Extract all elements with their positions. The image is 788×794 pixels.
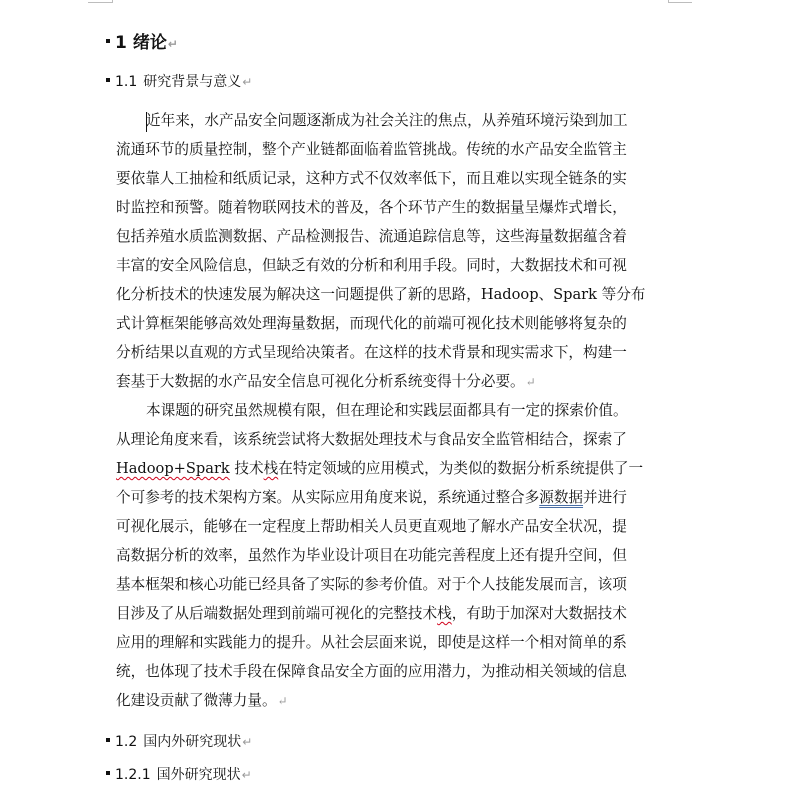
paragraph-mark-icon: ↵ — [277, 694, 288, 708]
paragraph-line — [116, 487, 676, 509]
text-run: ，有助于加深对大数据技术 — [451, 605, 627, 622]
heading-bullet-icon — [106, 78, 110, 82]
paragraph-mark-icon: ↵ — [167, 37, 178, 51]
heading-bullet-icon — [106, 738, 110, 742]
paragraph-line-text: 套基于大数据的水产品安全信息可视化分析系统变得十分必要。 — [116, 373, 525, 390]
heading-1-2[interactable] — [106, 731, 252, 751]
heading-1-2-1[interactable] — [106, 764, 252, 784]
crop-mark-top-left-vertical — [112, 0, 113, 3]
heading-1[interactable] — [106, 28, 178, 53]
paragraph-line: 基本框架和核心功能已经具备了实际的参考价值。对于个人技能发展而言，该项 — [116, 576, 627, 593]
text-run: 个可参考的技术架构方案。从实际应用角度来说，系统通过整合多 — [116, 489, 540, 506]
paragraph-line: 式计算框架能够高效处理海量数据，而现代化的前端可视化技术则能够将复杂的 — [116, 315, 627, 332]
paragraph-mark-icon: ↵ — [242, 75, 253, 89]
paragraph-line: 分析结果以直观的方式呈现给决策者。在这样的技术背景和现实需求下，构建一 — [116, 344, 627, 361]
heading-number: 1 — [115, 33, 127, 53]
crop-mark-top-right-horizontal — [668, 2, 692, 3]
text-run: 在特定领域的应用模式，为类似的数据分析系统提供了一 — [278, 460, 644, 477]
paragraph-line: 丰富的安全风险信息，但缺乏有效的分析和利用手段。同时，大数据技术和可视 — [116, 257, 627, 274]
paragraph-line — [116, 458, 676, 480]
paragraph-line-last — [116, 690, 676, 712]
paragraph-line-last — [116, 371, 676, 393]
paragraph-line — [116, 603, 676, 625]
paragraph-line: 高数据分析的效率，虽然作为毕业设计项目在功能完善程度上还有提升空间，但 — [116, 547, 627, 564]
paragraph-line: 应用的理解和实践能力的提升。从社会层面来说，即使是这样一个相对简单的系 — [116, 634, 627, 651]
spellcheck-flagged-text[interactable]: 栈 — [437, 605, 452, 622]
heading-title: 研究背景与意义 — [143, 74, 242, 90]
paragraph-line: 包括养殖水质监测数据、产品检测报告、流通追踪信息等，这些海量数据蕴含着 — [116, 228, 627, 245]
heading-bullet-icon — [106, 771, 110, 775]
crop-mark-top-right-vertical — [668, 0, 669, 3]
text-run: 目涉及了从后端数据处理到前端可视化的完整技术 — [116, 605, 438, 622]
paragraph-line: 近年来，水产品安全问题逐渐成为社会关注的焦点，从养殖环境污染到加工 — [146, 112, 628, 129]
heading-number: 1.2.1 — [115, 767, 151, 783]
paragraph-mark-icon: ↵ — [525, 375, 536, 389]
heading-1-1[interactable] — [106, 71, 252, 91]
heading-number: 1.1 — [115, 74, 138, 90]
heading-title: 绪论 — [132, 33, 167, 53]
crop-mark-top-left-horizontal — [88, 2, 112, 3]
grammar-flagged-text[interactable]: 源数据 — [539, 489, 584, 506]
paragraph-line: 可视化展示，能够在一定程度上帮助相关人员更直观地了解水产品安全状况，提 — [116, 518, 627, 535]
spellcheck-flagged-text[interactable]: Hadoop+Spark — [116, 460, 230, 477]
paragraph-line: 化分析技术的快速发展为解决这一问题提供了新的思路，Hadoop、Spark 等分布 — [116, 286, 646, 303]
paragraph-line: 要依靠人工抽检和纸质记录，这种方式不仅效率低下，而且难以实现全链条的实 — [116, 170, 627, 187]
heading-title: 国外研究现状 — [156, 767, 241, 783]
paragraph-mark-icon: ↵ — [241, 768, 252, 782]
paragraph-line: 统，也体现了技术手段在保障食品安全方面的应用潜力，为推动相关领域的信息 — [116, 663, 627, 680]
paragraph-line: 时监控和预警。随着物联网技术的普及，各个环节产生的数据量呈爆炸式增长， — [116, 199, 627, 216]
heading-number: 1.2 — [115, 734, 138, 750]
paragraph-line: 流通环节的质量控制，整个产业链都面临着监管挑战。传统的水产品安全监管主 — [116, 141, 627, 158]
paragraph-line: 从理论角度来看，该系统尝试将大数据处理技术与食品安全监管相结合，探索了 — [116, 431, 627, 448]
paragraph-line: 本课题的研究虽然规模有限，但在理论和实践层面都具有一定的探索价值。 — [146, 402, 628, 419]
text-run: 技术 — [229, 460, 264, 477]
heading-title: 国内外研究现状 — [143, 734, 242, 750]
spellcheck-flagged-text[interactable]: 栈 — [263, 460, 279, 477]
paragraph-mark-icon: ↵ — [242, 735, 253, 749]
heading-bullet-icon — [106, 39, 110, 43]
paragraph-line-text: 化建设贡献了微薄力量。 — [116, 692, 277, 709]
text-run: 并进行 — [583, 489, 627, 506]
